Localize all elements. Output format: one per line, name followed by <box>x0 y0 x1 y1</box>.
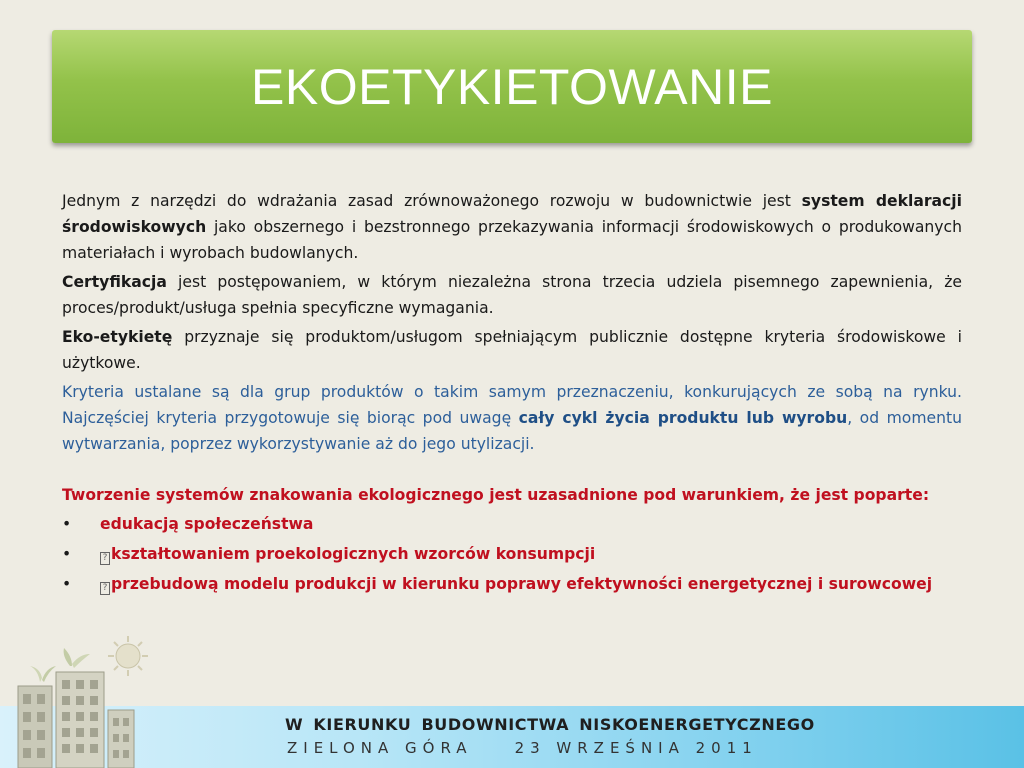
text-run: jako obszernego i bezstronnego przekazywania informacji środowiskowych o produkowanych materiałach i wyrobach budowlanych. <box>62 218 962 262</box>
bold-term: Certyfikacja <box>62 273 167 291</box>
conditions-heading: Tworzenie systemów znakowania ekologicznego jest uzasadnione pod warunkiem, że jest poparte: <box>62 486 930 504</box>
paragraph-criteria <box>62 379 962 457</box>
slide-title: EKOETYKIETOWANIE <box>251 58 773 115</box>
text-run: przyznaje się produktom/usługom spełniającym publicznie dostępne kryteria środowiskowe i użytkowe. <box>62 328 962 372</box>
text-run: jest postępowaniem, w którym niezależna strona trzecia udziela pisemnego zapewnienia, że proces/produkt/usługa spełnia specyficzne wymagania. <box>62 273 962 317</box>
list-item <box>62 511 962 537</box>
missing-glyph-icon: ? <box>100 582 110 595</box>
footer-event <box>287 739 758 757</box>
missing-glyph-icon: ? <box>100 552 110 565</box>
spacer <box>62 460 962 482</box>
bold-term: system deklaracji środowiskowych <box>62 192 962 236</box>
title-bar <box>52 30 972 143</box>
footer-city: ZIELONA GÓRA <box>287 739 473 757</box>
bullet-icon: • <box>62 545 72 563</box>
text-run: Jednym z narzędzi do wdrażania zasad zrównoważonego rozwoju w budownictwie jest <box>62 192 802 210</box>
text-run: Kryteria ustalane są dla grup produktów o takim samym przeznaczeniu, konkurujących ze sobą na rynku. Najczęściej kryteria przygotowuje się biorąc pod uwagę <box>62 383 962 427</box>
footer-date: 23 WRZEŚNIA 2011 <box>514 739 758 757</box>
footer-tagline: W KIERUNKU BUDOWNICTWA NISKOENERGETYCZNEGO <box>285 715 815 734</box>
sun-icon <box>108 636 148 676</box>
paragraph-ecolabel <box>62 324 962 376</box>
conditions-list <box>62 511 962 597</box>
list-item-text: edukacją społeczeństwa <box>100 515 314 533</box>
slide-content <box>62 188 962 601</box>
list-item-text: przebudową modelu produkcji w kierunku poprawy efektywności energetycznej i surowcowej <box>111 575 933 593</box>
paragraph-declarations <box>62 188 962 266</box>
bullet-icon: • <box>62 515 72 533</box>
bold-term: Eko-etykietę <box>62 328 173 346</box>
list-item <box>62 541 962 567</box>
eco-buildings-illustration <box>0 620 160 768</box>
list-item-text: kształtowaniem proekologicznych wzorców konsumpcji <box>111 545 596 563</box>
bold-term: cały cykl życia produktu lub wyrobu <box>518 409 848 427</box>
bullet-icon: • <box>62 575 72 593</box>
list-item <box>62 571 962 597</box>
paragraph-certification <box>62 269 962 321</box>
text-run: , od momentu wytwarzania, poprzez wykorzystywanie aż do jego utylizacji. <box>62 409 962 453</box>
